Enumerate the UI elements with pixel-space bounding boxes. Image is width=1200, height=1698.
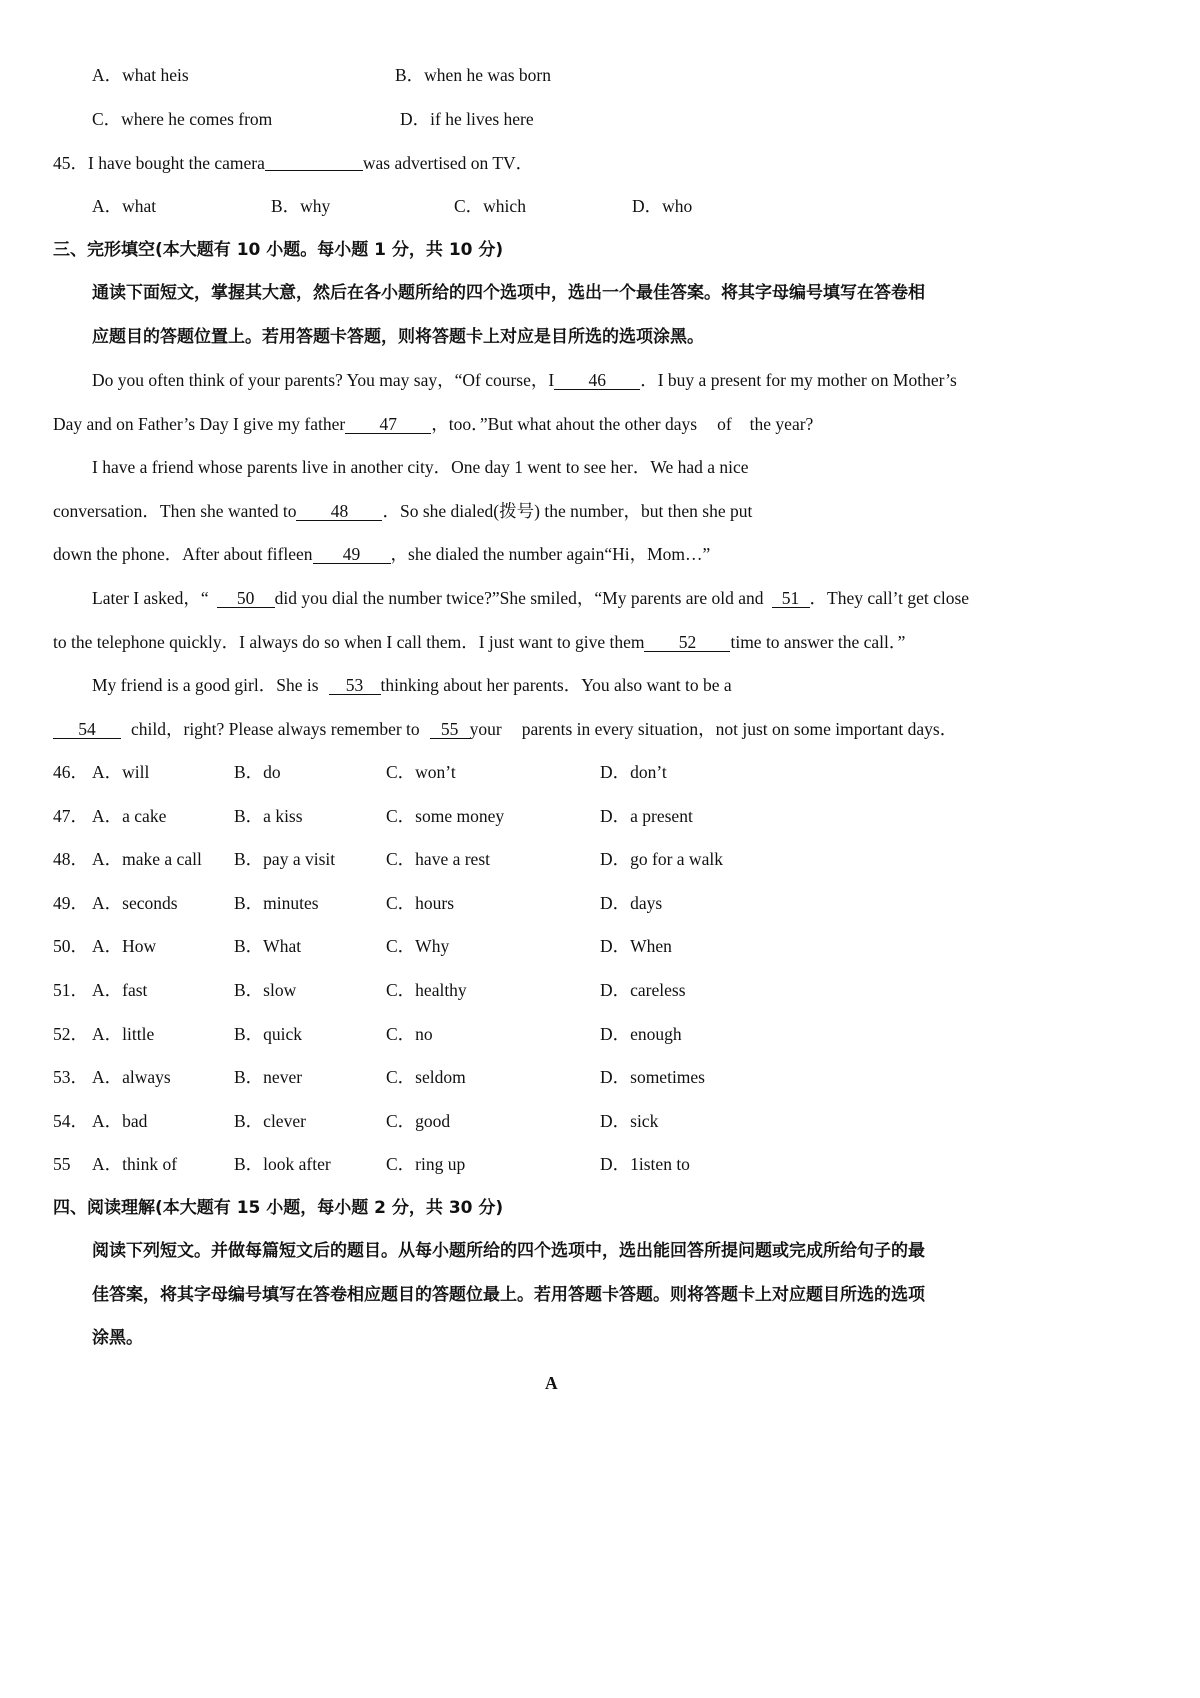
question-option-d: D．a present [600, 806, 693, 826]
question-option-b: B．clever [234, 1111, 306, 1131]
question-number: 55 [53, 1154, 71, 1174]
passage-text: down the phone．After about fifleen [53, 544, 313, 564]
question-option-b: B．minutes [234, 893, 319, 913]
question-option-b: B．look after [234, 1154, 331, 1174]
passage-text: ．So she dialed(拨号) the number，but then she put [382, 501, 753, 521]
question-option-d: D．days [600, 893, 663, 913]
question-number: 50． [53, 936, 88, 956]
passage-text: your [469, 719, 502, 739]
question-option-a: A．a cake [92, 806, 167, 826]
passage-line-7 [53, 631, 905, 653]
question-option-c: C．ring up [386, 1154, 466, 1174]
blank-47: 47 [345, 415, 431, 434]
passage-text: Do you often think of your parents? You may say，“Of course，I [92, 370, 555, 390]
question-option-d: D．sometimes [600, 1067, 705, 1087]
question-option-c: C．have a rest [386, 849, 490, 869]
question-option-c: C．Why [386, 936, 450, 956]
question-option-c: C．healthy [386, 980, 467, 1000]
passage-line-4 [53, 500, 752, 522]
blank-50: 50 [217, 589, 275, 608]
question-option-b: B．do [234, 762, 281, 782]
passage-line-6 [92, 587, 969, 609]
passage-text: conversation．Then she wanted to [53, 501, 297, 521]
question-option-d: D．1isten to [600, 1154, 690, 1174]
question-option-a: A．will [92, 762, 150, 782]
question-option-a: A．fast [92, 980, 148, 1000]
passage-line-1 [92, 369, 957, 391]
question-number: 54． [53, 1111, 88, 1131]
question-number: 49． [53, 893, 88, 913]
question-option-b: B．a kiss [234, 806, 303, 826]
reading-part-label: A [545, 1373, 558, 1393]
passage-text: My friend is a good girl．She is [92, 675, 319, 695]
passage-text: to the telephone quickly．I always do so when I call them．I just want to give them [53, 632, 645, 652]
question-option-b: B．never [234, 1067, 303, 1087]
question-number: 47． [53, 806, 88, 826]
question-option-a: A．little [92, 1024, 155, 1044]
q44-option-b: B．when he was born [395, 65, 552, 85]
question-option-c: C．good [386, 1111, 451, 1131]
blank-48: 48 [296, 502, 382, 521]
section3-heading: 三、完形填空(本大题有 10 小题。每小题 1 分，共 10 分) [53, 240, 504, 260]
question-option-c: C．seldom [386, 1067, 466, 1087]
passage-line-9 [53, 718, 957, 740]
question-option-c: C．won’t [386, 762, 456, 782]
section4-instruction-line1: 阅读下列短文。并做每篇短文后的题目。从每小题所给的四个选项中，选出能回答所提问题或完成所给句子的最 [92, 1241, 925, 1261]
blank-46: 46 [554, 371, 640, 390]
question-number: 52． [53, 1024, 88, 1044]
q45-stem-pre: 45．I have bought the camera [53, 153, 265, 173]
blank-51: 51 [772, 589, 810, 608]
q45-blank [265, 153, 363, 171]
question-option-c: C．hours [386, 893, 455, 913]
question-option-a: A．How [92, 936, 157, 956]
blank-55: 55 [430, 720, 470, 739]
blank-52: 52 [644, 633, 730, 652]
q45-option-b: B．why [271, 196, 331, 216]
q45-option-a: A．what [92, 196, 157, 216]
question-number: 48． [53, 849, 88, 869]
question-option-a: A．bad [92, 1111, 148, 1131]
passage-text: child，right? Please always remember to [131, 719, 420, 739]
passage-text: time to answer the call．” [730, 632, 906, 652]
question-number: 53． [53, 1067, 88, 1087]
passage-text: ，too．”But what ahout the other days [431, 414, 698, 434]
question-option-b: B．pay a visit [234, 849, 336, 869]
q44-option-a: A．what heis [92, 65, 189, 85]
blank-54: 54 [53, 720, 121, 739]
question-option-d: D．When [600, 936, 672, 956]
question-option-d: D．go for a walk [600, 849, 723, 869]
question-number: 46． [53, 762, 88, 782]
q44-option-d: D．if he lives here [400, 109, 534, 129]
question-option-d: D．sick [600, 1111, 659, 1131]
question-option-d: D．enough [600, 1024, 682, 1044]
section3-instruction-line2: 应题目的答题位置上。若用答题卡答题，则将答题卡上对应是目所选的选项涂黑。 [92, 327, 704, 347]
question-number: 51． [53, 980, 88, 1000]
passage-text: Day and on Father’s Day I give my father [53, 414, 346, 434]
passage-text: ．I buy a present for my mother on Mother’s [640, 370, 957, 390]
passage-line-5 [53, 543, 710, 565]
question-option-a: A．always [92, 1067, 171, 1087]
passage-line-3: I have a friend whose parents live in another city．One day 1 went to see her．We had a nice [92, 457, 749, 477]
q45-stem [53, 152, 533, 174]
q45-option-c: C．which [454, 196, 526, 216]
passage-text: of [717, 414, 732, 434]
question-option-a: A．make a call [92, 849, 202, 869]
question-option-d: D．careless [600, 980, 686, 1000]
question-option-b: B．slow [234, 980, 297, 1000]
passage-text: thinking about her parents．You also want to be a [380, 675, 732, 695]
question-option-b: B．What [234, 936, 302, 956]
section4-instruction-line2: 佳答案，将其字母编号填写在答卷相应题目的答题位最上。若用答题卡答题。则将答题卡上对应题目所选的选项 [92, 1285, 925, 1305]
passage-text: did you dial the number twice?”She smiled，“My parents are old and [274, 588, 764, 608]
question-option-c: C．no [386, 1024, 433, 1044]
question-option-b: B．quick [234, 1024, 303, 1044]
passage-line-8 [92, 674, 732, 696]
passage-text: Later I asked，“ [92, 588, 209, 608]
q45-stem-post: was advertised on TV． [362, 153, 534, 173]
passage-text: ．They call’t get close [809, 588, 970, 608]
passage-text: ，she dialed the number again“Hi，Mom…” [390, 544, 711, 564]
question-option-d: D．don’t [600, 762, 667, 782]
blank-53: 53 [329, 676, 381, 695]
question-option-a: A．seconds [92, 893, 178, 913]
passage-line-2 [53, 413, 813, 435]
question-option-c: C．some money [386, 806, 505, 826]
passage-text: parents in every situation，not just on some important days． [521, 719, 958, 739]
q44-option-c: C．where he comes from [92, 109, 273, 129]
section4-heading: 四、阅读理解(本大题有 15 小题，每小题 2 分，共 30 分) [53, 1198, 504, 1218]
section4-instruction-line3: 涂黑。 [92, 1328, 143, 1348]
section3-instruction-line1: 通读下面短文，掌握其大意，然后在各小题所给的四个选项中，选出一个最佳答案。将其字母编号填写在答卷相 [92, 283, 925, 303]
question-option-a: A．think of [92, 1154, 178, 1174]
passage-text: the year? [749, 414, 814, 434]
q45-option-d: D．who [632, 196, 693, 216]
blank-49: 49 [313, 545, 391, 564]
